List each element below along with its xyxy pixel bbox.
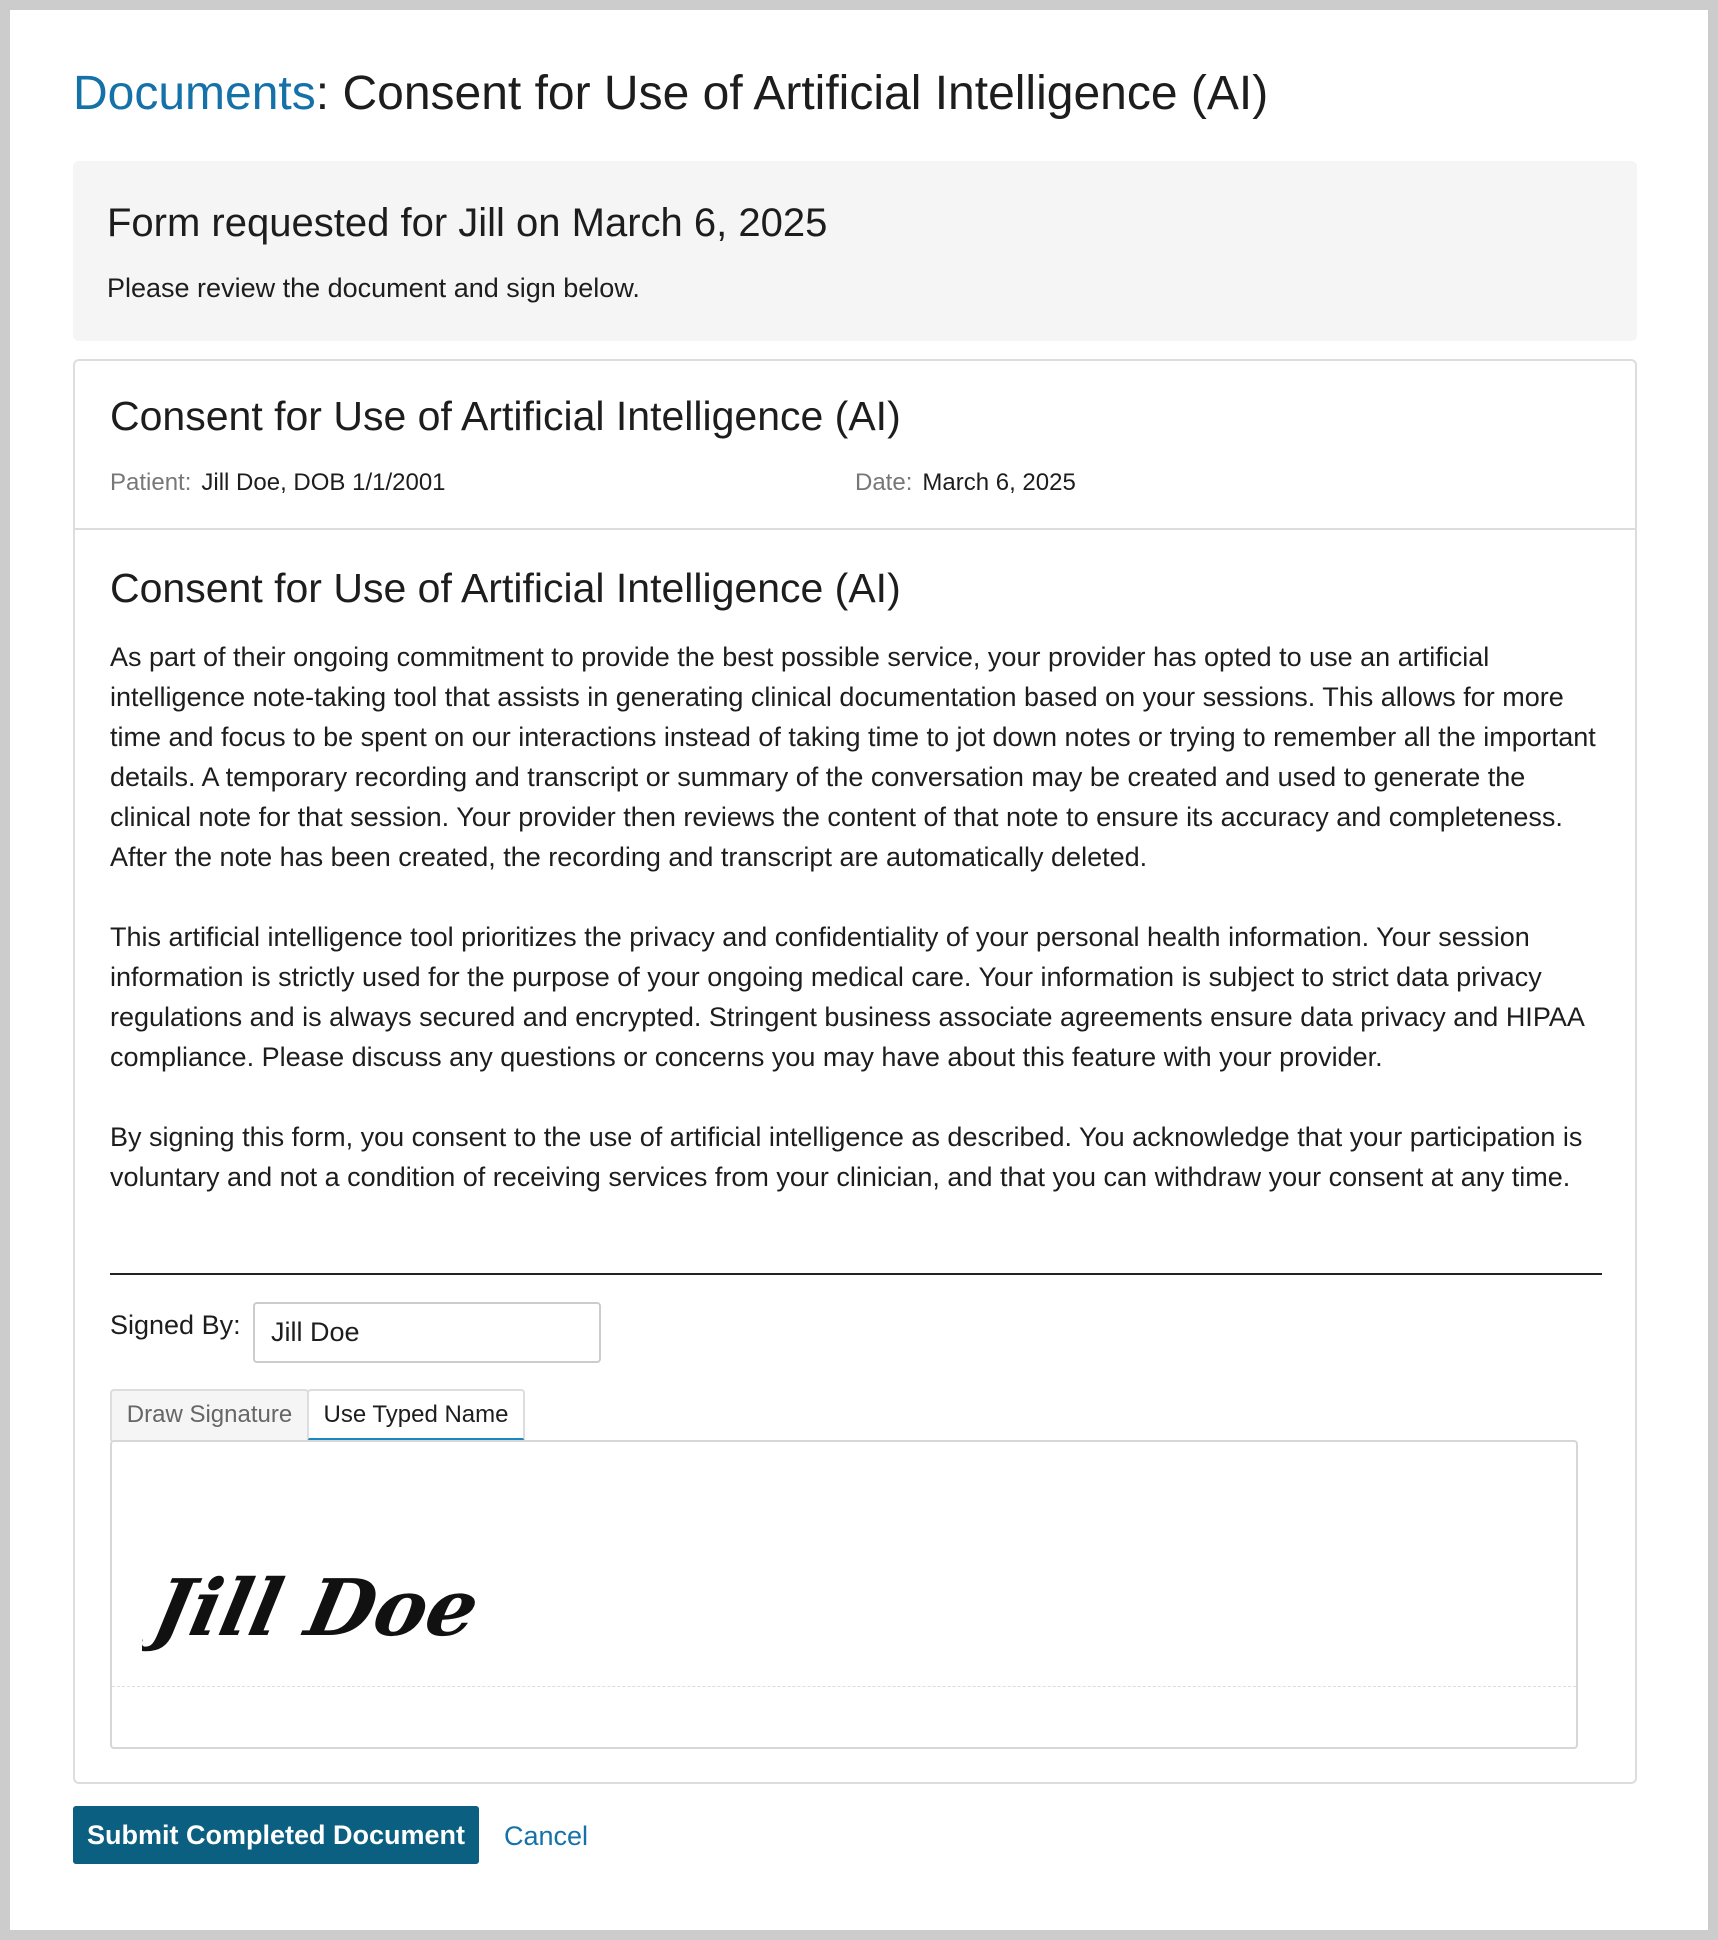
document-body	[110, 637, 1610, 1197]
submit-document-button[interactable]: Submit Completed Document	[73, 1806, 479, 1864]
patient-label: Patient:	[110, 469, 192, 496]
signed-by-label: Signed By:	[110, 1310, 241, 1340]
cancel-link[interactable]: Cancel	[504, 1821, 589, 1851]
document-header	[75, 361, 1635, 530]
signature-divider	[110, 1273, 1602, 1275]
document-body-title: Consent for Use of Artificial Intelligence (AI)	[110, 565, 901, 611]
document-title: Consent for Use of Artificial Intelligence (AI)	[110, 393, 901, 439]
body-paragraph: This artificial intelligence tool prioritizes the privacy and confidentiality of your personal health information. Your session information is strictly used for the purpose of your ongoing medical care. Your information is subject to strict data privacy regulations and is always secured and encrypted. Stringent business associate agreements ensure data privacy and HIPAA compliance. Please discuss any questions or concerns you may have about this feature with your provider.	[110, 922, 1584, 1072]
signature-baseline	[112, 1686, 1576, 1687]
date-label: Date:	[855, 469, 913, 496]
date-value: March 6, 2025	[922, 469, 1076, 496]
request-title: Form requested for Jill on March 6, 2025	[107, 201, 828, 245]
typed-signature-graphic	[142, 1547, 562, 1667]
request-panel	[73, 161, 1637, 341]
date-info	[855, 468, 1076, 498]
page	[10, 10, 1708, 1930]
page-title: Consent for Use of Artificial Intelligence (AI)	[342, 67, 1269, 120]
breadcrumb	[73, 66, 1268, 122]
breadcrumb-separator: :	[315, 67, 330, 120]
patient-info	[110, 468, 446, 498]
typed-signature: Jill Doe	[145, 1561, 488, 1654]
tab-draw-signature[interactable]: Draw Signature	[110, 1389, 309, 1441]
body-paragraph: As part of their ongoing commitment to provide the best possible service, your provider has opted to use an artificial intelligence note-taking tool that assists in generating clinical documentation based on your sessions. This allows for more time and focus to be spent on our interactions instead of taking time to jot down notes or trying to remember all the important details. A temporary recording and transcript or summary of the conversation may be created and used to generate the clinical note for that session. Your provider then reviews the content of that note to ensure its accuracy and completeness. After the note has been created, the recording and transcript are automatically deleted.	[110, 642, 1596, 872]
request-instructions: Please review the document and sign below.	[107, 273, 640, 303]
signature-pad[interactable]	[110, 1440, 1578, 1749]
patient-value: Jill Doe, DOB 1/1/2001	[201, 469, 446, 496]
signed-by-input[interactable]	[253, 1302, 601, 1363]
tab-use-typed-name[interactable]: Use Typed Name	[307, 1389, 525, 1441]
documents-link[interactable]: Documents	[73, 67, 316, 120]
body-paragraph: By signing this form, you consent to the use of artificial intelligence as described. You acknowledge that your participation is voluntary and not a condition of receiving services from your clinician, and that you can withdraw your consent at any time.	[110, 1122, 1583, 1192]
document-card	[73, 359, 1637, 1784]
